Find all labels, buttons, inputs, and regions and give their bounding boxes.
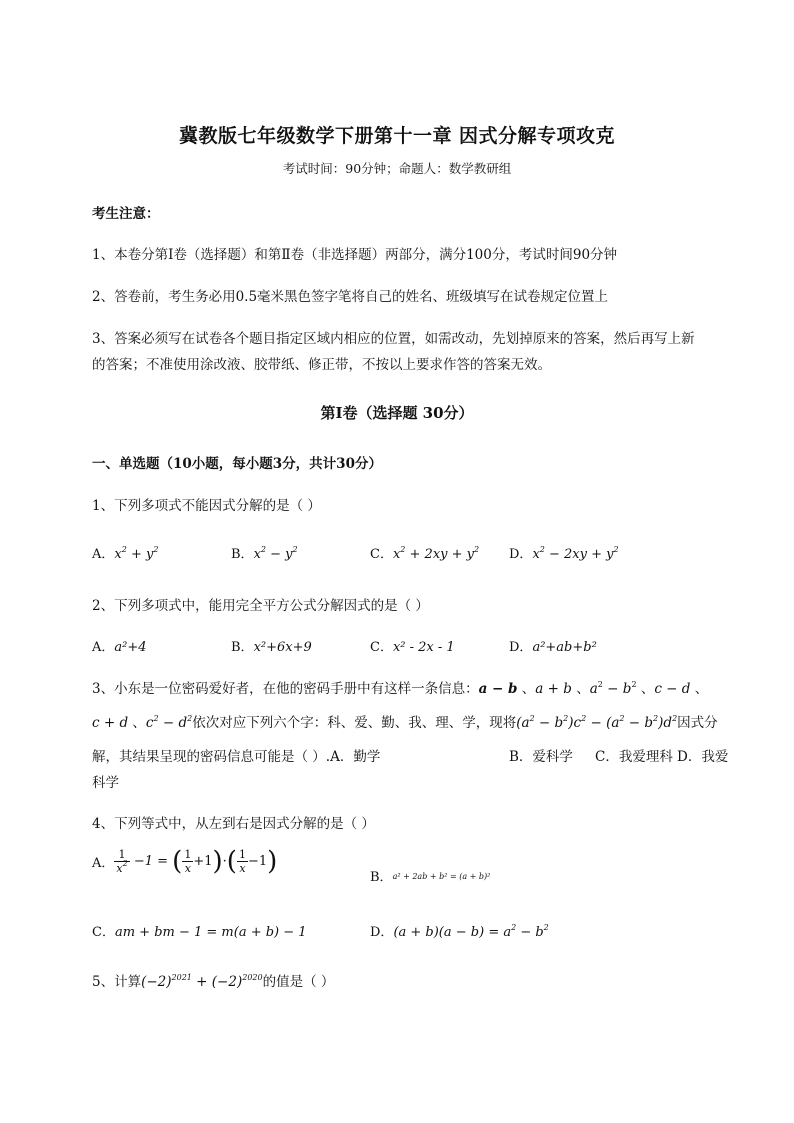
question-1-option-c bbox=[370, 543, 479, 562]
page-title: 冀教版七年级数学下册第十一章 因式分解专项攻克 bbox=[178, 125, 616, 147]
notice-item-3-line2: 的答案；不准使用涂改液、胶带纸、修正带，不按以上要求作答的答案无效。 bbox=[92, 357, 551, 373]
option-label: A． bbox=[92, 547, 115, 562]
math-expression: $x^2 + 2xy + y^2$ bbox=[392, 545, 480, 562]
question-4-option-a: A． $\frac{1}{x^2}$ −1 = ( $\frac{1}{x}$ +1)·( $\frac{1}{x}$ −1) bbox=[92, 846, 278, 877]
math-expression: a²+ab+b² bbox=[532, 640, 597, 655]
question-3-stem-tail: 解，其结果呈现的密码信息可能是（ ）. bbox=[92, 749, 331, 765]
question-5-stem-start: 5、计算 bbox=[92, 974, 142, 990]
math-expression: 、a + b 、$a^2 - b^2$ 、c − d 、 bbox=[517, 680, 709, 697]
option-label: C． bbox=[370, 547, 393, 562]
option-label: D． bbox=[370, 925, 394, 940]
math-expression: $c^2 - d^2$ bbox=[145, 714, 193, 731]
option-label: D． bbox=[509, 640, 533, 655]
math-expression: x²+6x+9 bbox=[253, 640, 312, 655]
math-expression: a² + 2ab + b² = (a + b)² bbox=[392, 872, 491, 881]
option-label: C． bbox=[92, 925, 115, 940]
question-3-stem-start: 3、小东是一位密码爱好者，在他的密码手册中有这样一条信息： bbox=[92, 681, 479, 697]
math-expression: $(a + b)(a - b) = a^2 - b^2$ bbox=[393, 923, 549, 940]
section-title: 第I卷（选择题 30分） bbox=[320, 404, 474, 422]
question-1-option-d bbox=[509, 543, 619, 562]
question-4-stem: 4、下列等式中，从左到右是因式分解的是（ ） bbox=[92, 816, 375, 832]
math-expression: $x^2 - y^2$ bbox=[253, 545, 298, 562]
fraction: $\frac{1}{x}$ bbox=[238, 848, 246, 875]
math-expression: x² - 2x - 1 bbox=[392, 640, 455, 655]
notice-heading: 考生注意： bbox=[92, 206, 160, 222]
question-4-option-c bbox=[92, 921, 307, 940]
question-5-stem-end: 的值是（ ） bbox=[262, 974, 335, 990]
notice-item-1: 1、本卷分第I卷（选择题）和第Ⅱ卷（非选择题）两部分，满分100分，考试时间90分钟 bbox=[92, 247, 618, 263]
option-label: B． bbox=[231, 547, 254, 562]
question-4-option-d bbox=[370, 921, 549, 940]
math-expression: $x^2 + y^2$ bbox=[114, 545, 159, 562]
question-3-stem-end: 因式分 bbox=[677, 715, 718, 731]
math-expression: am + bm − 1 = m(a + b) − 1 bbox=[114, 925, 307, 940]
question-3-option-c: C．我爱理科 bbox=[595, 749, 673, 765]
math-expression: c + d bbox=[92, 715, 129, 731]
notice-item-3-line1: 3、答案必须写在试卷各个题目指定区域内相应的位置，如需改动，先划掉原来的答案，然后再写上新 bbox=[92, 331, 695, 347]
math-expression: $(a^2 - b^2)c^2 - (a^2 - b^2)d^2$ bbox=[516, 714, 678, 731]
question-2-option-b bbox=[231, 636, 312, 655]
question-4-option-b bbox=[370, 866, 490, 885]
question-3-stem-mid: 依次对应下列六个字：科、爱、勤、我、理、学，现将 bbox=[192, 715, 517, 731]
question-3-line-2: c + d 、$c^2 - d^2$依次对应下列六个字：科、爱、勤、我、理、学，现将$(a^2 - b^2)c^2 - (a^2 - b^2)d^2$因式分 bbox=[92, 714, 718, 731]
fraction: $\frac{1}{x^2}$ bbox=[116, 848, 128, 875]
math-expression: −1 = bbox=[129, 854, 173, 869]
option-label: D． bbox=[509, 547, 533, 562]
option-label: C． bbox=[370, 640, 393, 655]
question-1-option-a bbox=[92, 543, 158, 562]
notice-item-2: 2、答卷前，考生务必用0.5毫米黑色签字笔将自己的姓名、班级填写在试卷规定位置上 bbox=[92, 289, 609, 305]
question-5-stem bbox=[92, 970, 334, 990]
question-3-option-b: B．爱科学 bbox=[509, 749, 573, 765]
question-1-stem: 1、下列多项式不能因式分解的是（ ） bbox=[92, 498, 321, 514]
option-label: B． bbox=[231, 640, 254, 655]
question-2-option-d bbox=[509, 636, 597, 655]
question-2-stem: 2、下列多项式中，能用完全平方公式分解因式的是（ ） bbox=[92, 598, 429, 614]
question-2-option-a bbox=[92, 636, 147, 655]
exam-info: 考试时间：90分钟；命题人：数学教研组 bbox=[282, 161, 512, 176]
question-3-line-4: 科学 bbox=[92, 775, 119, 791]
question-3-line-1 bbox=[92, 677, 708, 697]
option-label: A． bbox=[92, 640, 115, 655]
math-expression: $(-2)^{2021} + (-2)^{2020}$ bbox=[141, 973, 263, 990]
part-heading: 一、单选题（10小题，每小题3分，共计30分） bbox=[92, 456, 382, 472]
option-label: B． bbox=[370, 870, 393, 885]
question-3-line-3 bbox=[92, 745, 380, 765]
option-label: A． bbox=[92, 856, 115, 871]
question-2-option-c bbox=[370, 636, 455, 655]
question-1-option-b bbox=[231, 543, 298, 562]
question-3-option-a: A．勤学 bbox=[330, 749, 381, 765]
math-expression: $x^2 - 2xy + y^2$ bbox=[532, 545, 619, 562]
question-3-option-d: D．我爱 bbox=[677, 749, 729, 765]
math-expression: a²+4 bbox=[114, 640, 147, 655]
fraction: $\frac{1}{x}$ bbox=[184, 848, 192, 875]
math-expression: a − b bbox=[478, 681, 518, 697]
